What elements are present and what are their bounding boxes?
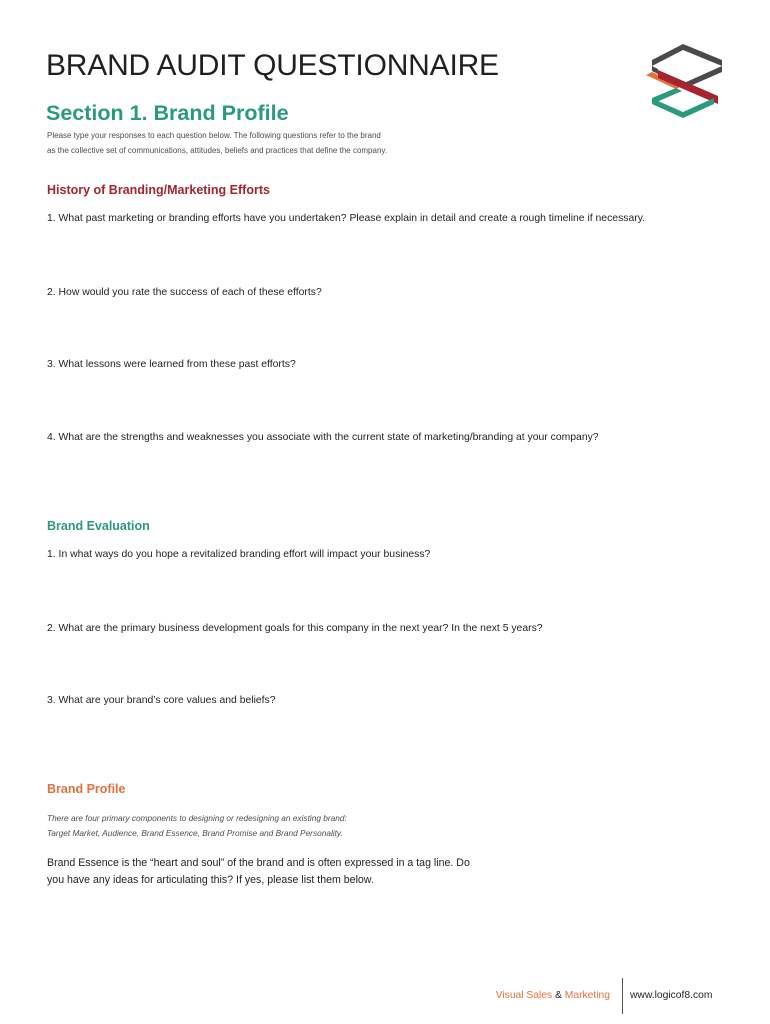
section-title: Section 1. Brand Profile [46, 101, 289, 125]
brand-essence-line: Brand Essence is the “heart and soul” of the brand and is often expressed in a tag line. Do [47, 857, 470, 869]
profile-note-line: Target Market, Audience, Brand Essence, Brand Promise and Brand Personality. [47, 828, 343, 838]
intro-line: Please type your responses to each question below. The following questions refer to the brand [47, 131, 381, 140]
brand-essence-line: you have any ideas for articulating this? If yes, please list them below. [47, 874, 374, 886]
evaluation-question-3: 3. What are your brand’s core values and beliefs? [47, 695, 276, 706]
document-title: BRAND AUDIT QUESTIONNAIRE [46, 49, 499, 82]
footer-tagline [470, 989, 610, 1003]
profile-note-line: There are four primary components to designing or redesigning an existing brand: [47, 813, 347, 823]
history-question-3: 3. What lessons were learned from these past efforts? [47, 359, 296, 370]
footer-tagline-part2: Marketing [564, 990, 610, 1001]
footer-tagline-part1: Visual Sales [495, 990, 553, 1001]
intro-line: as the collective set of communications, attitudes, beliefs and practices that define the company. [47, 146, 388, 155]
profile-heading: Brand Profile [47, 782, 126, 796]
footer-website-link[interactable]: www.logicof8.com [630, 990, 713, 1001]
logicof8-logo-icon [642, 42, 724, 120]
history-question-4: 4. What are the strengths and weaknesses you associate with the current state of marketing/branding at your company? [47, 432, 599, 443]
history-heading: History of Branding/Marketing Efforts [47, 183, 270, 197]
footer-divider [622, 978, 623, 1014]
history-question-2: 2. How would you rate the success of each of these efforts? [47, 287, 322, 298]
brand-essence-question [47, 855, 470, 889]
evaluation-question-1: 1. In what ways do you hope a revitalized branding effort will impact your business? [47, 549, 431, 560]
profile-note [47, 811, 347, 841]
footer-ampersand: & [552, 990, 565, 1001]
evaluation-question-2: 2. What are the primary business development goals for this company in the next year? In the next 5 years? [47, 623, 543, 634]
intro-text [47, 128, 477, 158]
history-question-1: 1. What past marketing or branding efforts have you undertaken? Please explain in detail and create a rough timeline if necessary. [47, 213, 646, 224]
evaluation-heading: Brand Evaluation [47, 519, 150, 533]
